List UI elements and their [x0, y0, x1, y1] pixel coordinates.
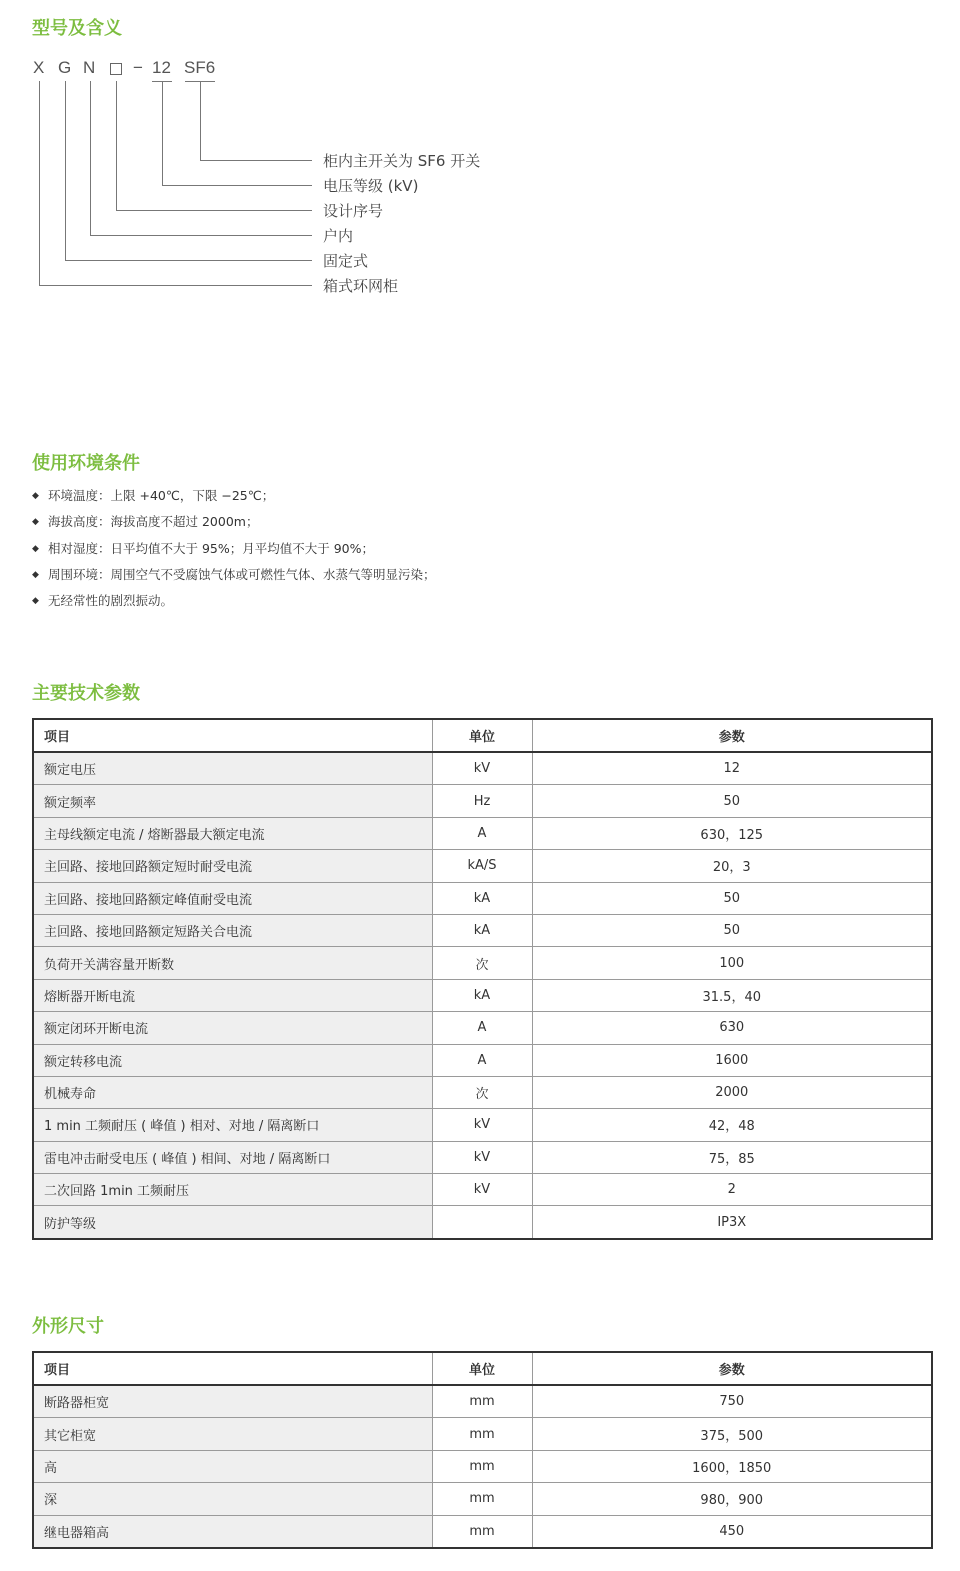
environment-text: 海拔高度：海拔高度不超过 2000m；	[48, 514, 259, 530]
table-row	[33, 1450, 932, 1482]
cell-unit: kA	[432, 882, 532, 914]
leader-x-vertical	[39, 81, 40, 286]
list-item	[32, 565, 436, 591]
cell-value: 50	[532, 882, 932, 914]
dimensions-table	[32, 1351, 933, 1549]
cell-item: 继电器箱高	[33, 1515, 432, 1548]
cell-value: 12	[532, 752, 932, 785]
cell-unit: mm	[432, 1418, 532, 1450]
cell-item: 雷电冲击耐受电压 ( 峰值 ) 相间、对地 / 隔离断口	[33, 1141, 432, 1173]
cell-value: 31.5，40	[532, 979, 932, 1011]
code-char-dash: −	[133, 58, 143, 77]
cell-item: 熔断器开断电流	[33, 979, 432, 1011]
cell-item: 负荷开关满容量开断数	[33, 947, 432, 979]
cell-item: 二次回路 1min 工频耐压	[33, 1174, 432, 1206]
cell-value: 42，48	[532, 1109, 932, 1141]
params-table	[32, 718, 933, 1240]
cell-unit: A	[432, 1012, 532, 1044]
cell-value: 750	[532, 1385, 932, 1418]
cell-value: 1600，1850	[532, 1450, 932, 1482]
cell-value: 2000	[532, 1076, 932, 1108]
cell-value: 20，3	[532, 850, 932, 882]
list-item	[32, 591, 436, 617]
cell-value: 1600	[532, 1044, 932, 1076]
cell-unit: kV	[432, 1141, 532, 1173]
column-header-value: 参数	[532, 719, 932, 752]
leader-box-vertical	[116, 81, 117, 211]
section-title-model: 型号及含义	[32, 18, 122, 39]
leader-x-horizontal	[39, 285, 312, 286]
table-row	[33, 914, 932, 946]
table-row	[33, 1483, 932, 1515]
cell-value: 75，85	[532, 1141, 932, 1173]
cell-item: 主回路、接地回路额定峰值耐受电流	[33, 882, 432, 914]
table-row	[33, 1206, 932, 1239]
cell-value: 630	[532, 1012, 932, 1044]
table-row	[33, 1012, 932, 1044]
table-row	[33, 1385, 932, 1418]
environment-text: 无经常性的剧烈振动。	[48, 593, 174, 609]
column-header-unit: 单位	[432, 719, 532, 752]
code-char-12: 12	[152, 58, 171, 77]
leader-sf6-horizontal	[200, 160, 312, 161]
cell-unit: kA	[432, 914, 532, 946]
environment-list	[32, 486, 436, 617]
table-row	[33, 979, 932, 1011]
cell-value: 2	[532, 1174, 932, 1206]
code-char-x: X	[33, 58, 45, 77]
column-header-item: 项目	[33, 1352, 432, 1385]
environment-text: 周围环境：周围空气不受腐蚀气体或可燃性气体、水蒸气等明显污染；	[48, 566, 436, 582]
cell-unit: A	[432, 1044, 532, 1076]
meaning-fixed: 固定式	[323, 252, 369, 270]
cell-value: 50	[532, 785, 932, 817]
cell-item: 额定转移电流	[33, 1044, 432, 1076]
cell-item: 主回路、接地回路额定短时耐受电流	[33, 850, 432, 882]
cell-item: 防护等级	[33, 1206, 432, 1239]
meaning-design-no: 设计序号	[323, 202, 384, 220]
cell-unit: mm	[432, 1450, 532, 1482]
table-row	[33, 1109, 932, 1141]
list-item	[32, 486, 436, 512]
cell-unit: mm	[432, 1515, 532, 1548]
cell-item: 主回路、接地回路额定短路关合电流	[33, 914, 432, 946]
cell-value: 375，500	[532, 1418, 932, 1450]
diamond-bullet-icon: ◆	[32, 517, 39, 528]
cell-unit: A	[432, 817, 532, 849]
table-row	[33, 817, 932, 849]
cell-unit: kV	[432, 1174, 532, 1206]
cell-item: 断路器柜宽	[33, 1385, 432, 1418]
table-header-row	[33, 1352, 932, 1385]
cell-unit: kA/S	[432, 850, 532, 882]
cell-item: 额定电压	[33, 752, 432, 785]
table-row	[33, 1141, 932, 1173]
diamond-bullet-icon: ◆	[32, 491, 39, 501]
code-char-g: G	[58, 58, 72, 77]
diamond-bullet-icon: ◆	[32, 569, 39, 580]
cell-value: IP3X	[532, 1206, 932, 1239]
leader-sf6-vertical	[200, 81, 201, 161]
cell-value: 450	[532, 1515, 932, 1548]
table-row	[33, 882, 932, 914]
list-item	[32, 539, 436, 565]
leader-n-vertical	[90, 81, 91, 236]
cell-unit: mm	[432, 1483, 532, 1515]
cell-item: 其它柜宽	[33, 1418, 432, 1450]
section-title-environment: 使用环境条件	[32, 453, 140, 474]
code-char-n: N	[83, 58, 96, 77]
cell-unit: kV	[432, 752, 532, 785]
leader-g-vertical	[65, 81, 66, 261]
table-row	[33, 850, 932, 882]
meaning-indoor: 户内	[323, 227, 354, 245]
table-row	[33, 1515, 932, 1548]
column-header-value: 参数	[532, 1352, 932, 1385]
cell-value: 980，900	[532, 1483, 932, 1515]
cell-item: 主母线额定电流 / 熔断器最大额定电流	[33, 817, 432, 849]
cell-unit: mm	[432, 1385, 532, 1418]
leader-box-horizontal	[116, 210, 312, 211]
leader-12-vertical	[162, 81, 163, 186]
cell-value: 50	[532, 914, 932, 946]
environment-text: 环境温度：上限 +40℃，下限 −25℃；	[48, 488, 275, 503]
table-row	[33, 1076, 932, 1108]
table-row	[33, 785, 932, 817]
list-item	[32, 512, 436, 538]
cell-item: 额定闭环开断电流	[33, 1012, 432, 1044]
cell-item: 额定频率	[33, 785, 432, 817]
cell-item: 机械寿命	[33, 1076, 432, 1108]
model-code-diagram	[0, 0, 960, 320]
cell-unit: 次	[432, 1076, 532, 1108]
cell-item: 1 min 工频耐压 ( 峰值 ) 相对、对地 / 隔离断口	[33, 1109, 432, 1141]
cell-unit: kV	[432, 1109, 532, 1141]
leader-12-horizontal	[162, 185, 312, 186]
cell-unit: Hz	[432, 785, 532, 817]
cell-value: 630，125	[532, 817, 932, 849]
cell-item: 深	[33, 1483, 432, 1515]
column-header-unit: 单位	[432, 1352, 532, 1385]
diamond-bullet-icon: ◆	[32, 543, 39, 554]
cell-unit	[432, 1206, 532, 1239]
diamond-bullet-icon: ◆	[32, 596, 39, 607]
section-title-dimensions: 外形尺寸	[32, 1316, 104, 1337]
table-row	[33, 1418, 932, 1450]
meaning-voltage: 电压等级 (kV)	[323, 177, 419, 195]
table-row	[33, 1174, 932, 1206]
environment-text: 相对湿度：日平均值不大于 95%；月平均值不大于 90%；	[48, 540, 375, 556]
meaning-ring-main-unit: 箱式环网柜	[323, 277, 399, 295]
section-title-params: 主要技术参数	[32, 683, 140, 704]
table-row	[33, 947, 932, 979]
column-header-item: 项目	[33, 719, 432, 752]
table-row	[33, 752, 932, 785]
table-header-row	[33, 719, 932, 752]
cell-unit: 次	[432, 947, 532, 979]
code-char-sf6: SF6	[184, 58, 216, 77]
leader-n-horizontal	[90, 235, 312, 236]
table-row	[33, 1044, 932, 1076]
leader-g-horizontal	[65, 260, 312, 261]
cell-item: 高	[33, 1450, 432, 1482]
meaning-sf6: 柜内主开关为 SF6 开关	[323, 152, 481, 170]
code-placeholder-box	[110, 63, 122, 75]
cell-value: 100	[532, 947, 932, 979]
cell-unit: kA	[432, 979, 532, 1011]
